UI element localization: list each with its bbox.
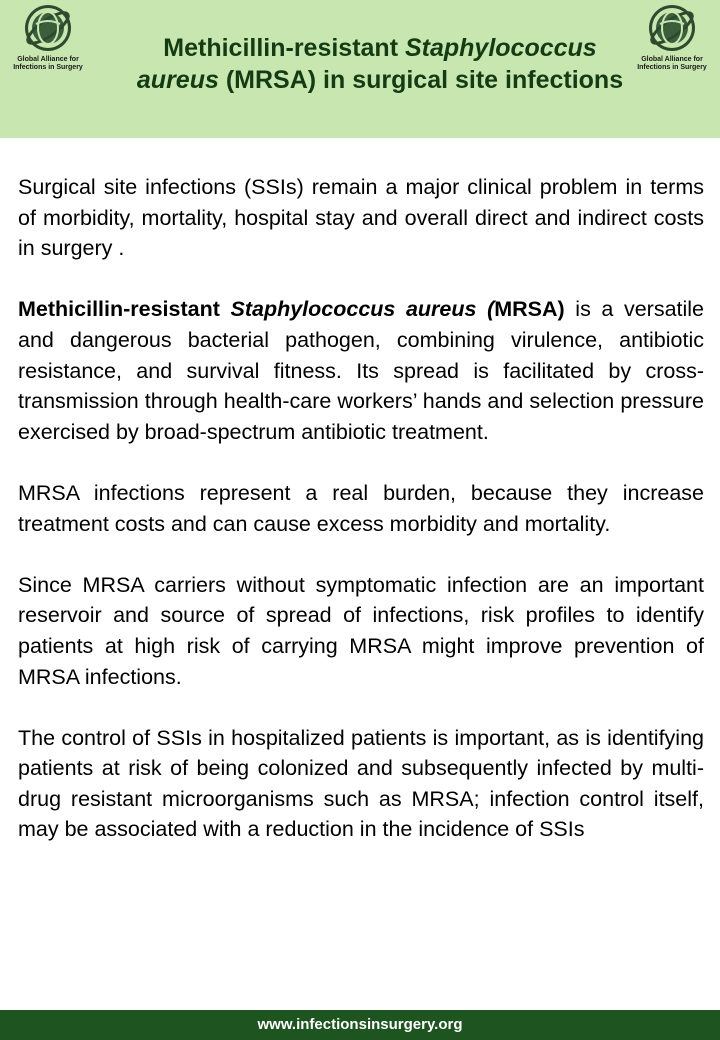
logo-right xyxy=(624,2,720,72)
paragraph-burden: MRSA infections represent a real burden, because they increase treatment costs and can cause excess morbidity and mortality. xyxy=(18,480,704,536)
paragraph-control: The control of SSIs in hospitalized patients is important, as is identifying patients at risk of being colonized and subsequently infected by multi-drug resistant microorganisms such as MRSA; infection control itself, may be associated with a reduction in the incidence of SSIs xyxy=(18,725,704,842)
article-body xyxy=(18,172,704,876)
paragraph-intro: Surgical site infections (SSIs) remain a major clinical problem in terms of morbidity, mortality, hospital stay and overall direct and indirect costs in surgery . xyxy=(18,175,704,261)
paragraph-mrsa-definition: Methicillin-resistant Staphylococcus aureus (MRSA) is a versatile and dangerous bacterial pathogen, combining virulence, antibiotic resistance, and survival fitness. Its spread is facilitated by cross-transmission through health-care workers’ hands and selection pressure exercised by broad-spectrum antibiotic treatment. xyxy=(18,297,705,444)
logo-text: Global Alliance for Infections in Surgery xyxy=(13,56,83,71)
paragraph-carriers: Since MRSA carriers without symptomatic infection are an important reservoir and source of spread of infections, risk profiles to identify patients at high risk of carrying MRSA might improve prevention of MRSA infections. xyxy=(18,572,704,689)
header-banner xyxy=(0,0,720,138)
logo-text: Global Alliance for Infections in Surgery xyxy=(637,56,707,71)
logo-left xyxy=(0,2,96,72)
page-title: Methicillin-resistant Staphylococcus aureus (MRSA) in surgical site infections xyxy=(136,34,624,94)
globe-logo-icon xyxy=(22,2,74,54)
footer-website-link[interactable]: www.infectionsinsurgery.org xyxy=(0,1010,720,1040)
globe-logo-icon xyxy=(646,2,698,54)
